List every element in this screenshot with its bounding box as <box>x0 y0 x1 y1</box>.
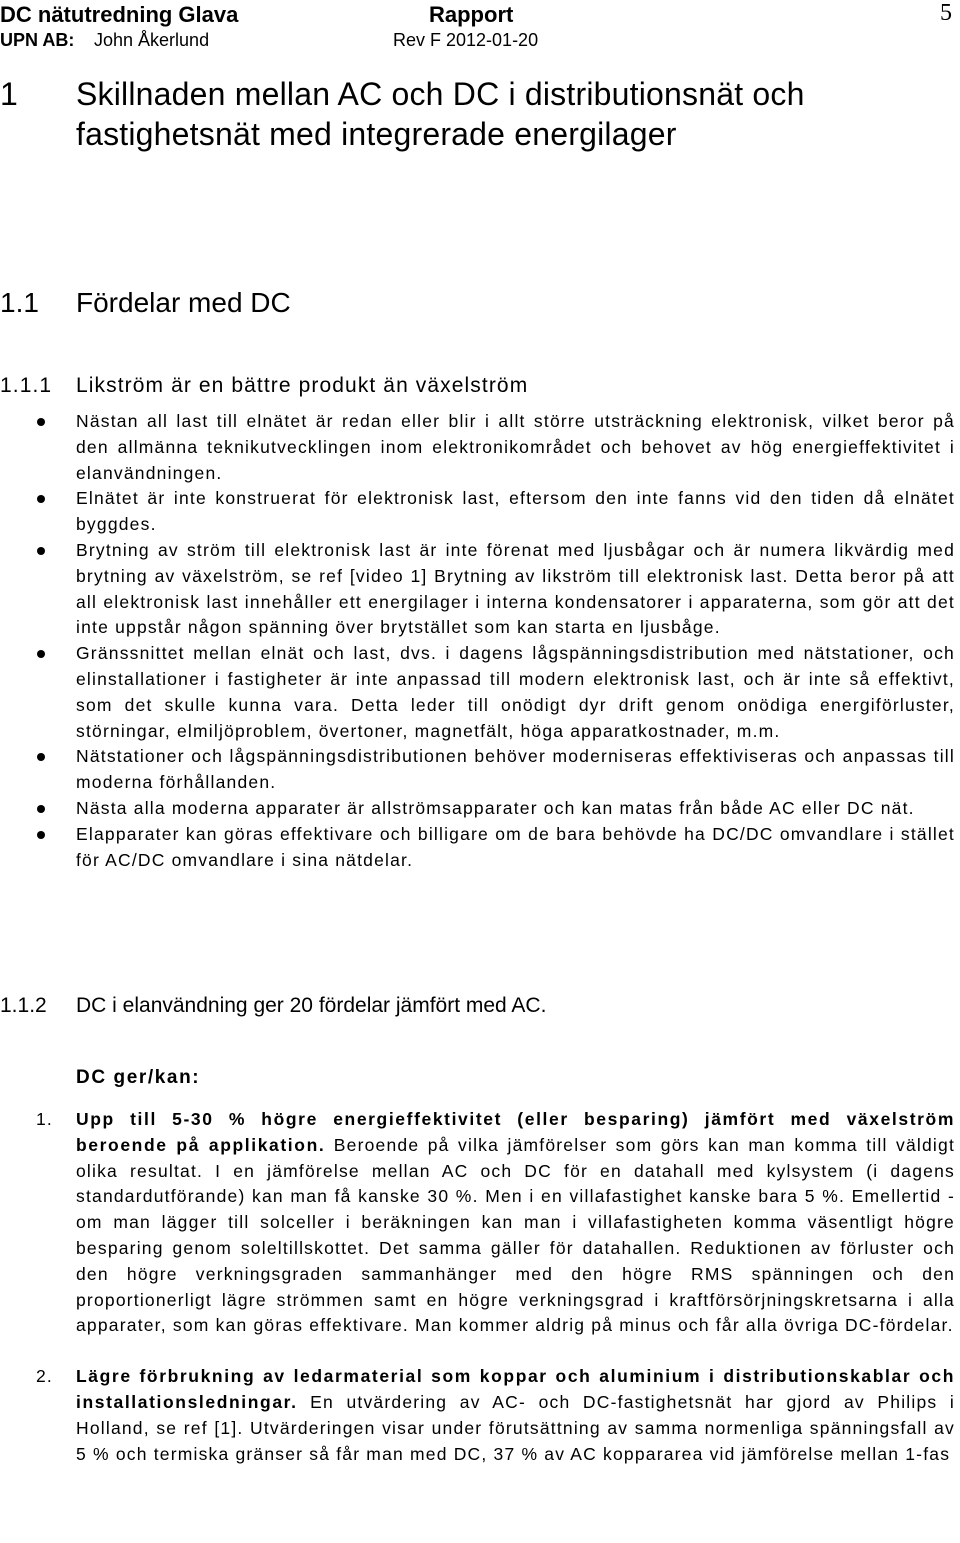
revision-label: Rev F 2012-01-20 <box>393 30 539 50</box>
list-item-lead: Lägre förbrukning av ledarmaterial som koppar och aluminium i distributionskablar och installationsledningar. <box>76 1366 955 1412</box>
bullet-icon <box>37 805 45 813</box>
list-item <box>0 822 955 874</box>
heading-3-fordelar <box>0 993 960 1019</box>
document-title: DC nätutredning Glava <box>0 2 239 27</box>
list-item <box>0 409 955 486</box>
heading-3-text: Likström är en bättre produkt än växelström <box>76 374 529 397</box>
subheading-dc-ger: DC ger/kan: <box>76 1067 201 1088</box>
list-item <box>0 641 955 744</box>
advantages-bullet-list <box>0 409 955 873</box>
heading-3-likstrom <box>0 373 960 399</box>
bullet-icon <box>37 831 45 839</box>
heading-1 <box>0 74 960 158</box>
document-type: Rapport <box>429 2 514 27</box>
list-item-text: En utvärdering av AC- och DC-fastighetsnät har gjord av Philips i Holland, se ref [1]. Utvärderingen visar under förutsättning av samma normenliga spänningsfall av 5 % och termiska gränser så får man med DC, 37 % av AC koppararea vid jämförelse mellan 1-fas <box>76 1391 955 1464</box>
list-item <box>0 744 955 796</box>
list-item <box>0 538 955 641</box>
list-item-text: Elnätet är inte konstruerat för elektronisk last, eftersom den inte fanns vid den tiden då elnätet byggdes. <box>76 488 955 535</box>
author-name: John Åkerlund <box>94 30 210 50</box>
list-item <box>0 486 955 538</box>
benefits-numbered-list <box>0 1107 955 1467</box>
bullet-icon <box>37 753 45 761</box>
heading-3-number: 1.1.2 <box>0 994 47 1017</box>
heading-3-text: DC i elanvändning ger 20 fördelar jämfört med AC. <box>76 994 547 1017</box>
bullet-icon <box>37 547 45 555</box>
list-item-number: 2. <box>36 1366 53 1387</box>
list-item <box>0 796 955 822</box>
heading-3-number: 1.1.1 <box>0 374 53 397</box>
bullet-icon <box>37 650 45 658</box>
heading-2 <box>0 286 960 320</box>
list-item-text: Nätstationer och lågspänningsdistributionen behöver moderniseras effektiviseras och anpassas till moderna förhållanden. <box>76 746 955 793</box>
heading-1-number: 1 <box>0 76 18 112</box>
list-item-text: Nästan all last till elnätet är redan eller blir i allt större utsträckning elektronisk, vilket beror på den allmänna teknikutvecklingen inom elektronikområdet och behovet av hög energieffektivitet i elanvändningen. <box>76 411 955 483</box>
heading-2-text: Fördelar med DC <box>76 287 291 318</box>
page-header <box>0 2 960 54</box>
list-item-number: 1. <box>36 1109 53 1129</box>
header-row-2 <box>0 30 960 52</box>
list-item-text: Nästa alla moderna apparater är allströmsapparater och kan matas från både AC eller DC nät. <box>76 797 915 818</box>
heading-2-number: 1.1 <box>0 287 39 318</box>
list-item-text: Elapparater kan göras effektivare och billigare om de bara behövde ha DC/DC omvandlare i stället för AC/DC omvandlare i sina nätdelar. <box>76 823 955 870</box>
list-item-text: Beroende på vilka jämförelser som görs kan man komma till väldigt olika resultat. I en jämförelse mellan AC och DC för en datahall med kylsystem (i dagens standardutförande) kan man få kanske 30 %. Men i en villafastighet kanske bara 5 %. Emellertid - om man lägger till solceller i beräkningen kan man i villafastigheten komma väsentligt högre besparing genom soleltillskottet. Det samma gäller för datahallen. Reduktionen av förluster och den högre verkningsgraden sammanhänger med den högre RMS spänningen och den proportionerligt lägre strömmen samt en högre verkningsgrad i kraftförsörjningskretsarna i alla apparater, som kan göras effektivare. Man kommer aldrig på minus och får alla övriga DC-fördelar. <box>76 1134 956 1336</box>
bullet-icon <box>37 418 45 426</box>
list-item-text: Gränssnittet mellan elnät och last, dvs. i dagens lågspänningsdistribution med nätstationer, och elinstallationer i fastigheter är inte anpassad till modern elektronisk last, och är inte så effektivt, som det skulle kunna vara. Detta leder till onödigt dyr drift genom onödiga energiförluster, störningar, elmiljöproblem, övertoner, magnetfält, höga apparatkostnader, m.m. <box>76 643 955 741</box>
list-item <box>0 1107 955 1339</box>
list-item-text: Brytning av ström till elektronisk last är inte förenat med ljusbågar och är numera likvärdig med brytning av växelström, se ref [video 1] Brytning av likström till elektronisk last. Detta beror på att all elektronisk last innehåller ett energilager i interna kondensatorer i apparaterna, som gör att det inte uppstår någon spänning över brytstället som kan starta en ljusbåge. <box>76 539 955 638</box>
company-label: UPN AB: <box>0 30 75 50</box>
list-item-lead: Upp till 5-30 % högre energieffektivitet (eller besparing) jämfört med växelström beroende på applikation. <box>76 1109 955 1155</box>
list-item <box>0 1364 955 1467</box>
header-row-1 <box>0 2 960 30</box>
heading-1-text: Skillnaden mellan AC och DC i distributionsnät och fastighetsnät med integrerade energilager <box>76 76 805 152</box>
page-number: 5 <box>940 0 952 26</box>
bullet-icon <box>37 495 45 503</box>
